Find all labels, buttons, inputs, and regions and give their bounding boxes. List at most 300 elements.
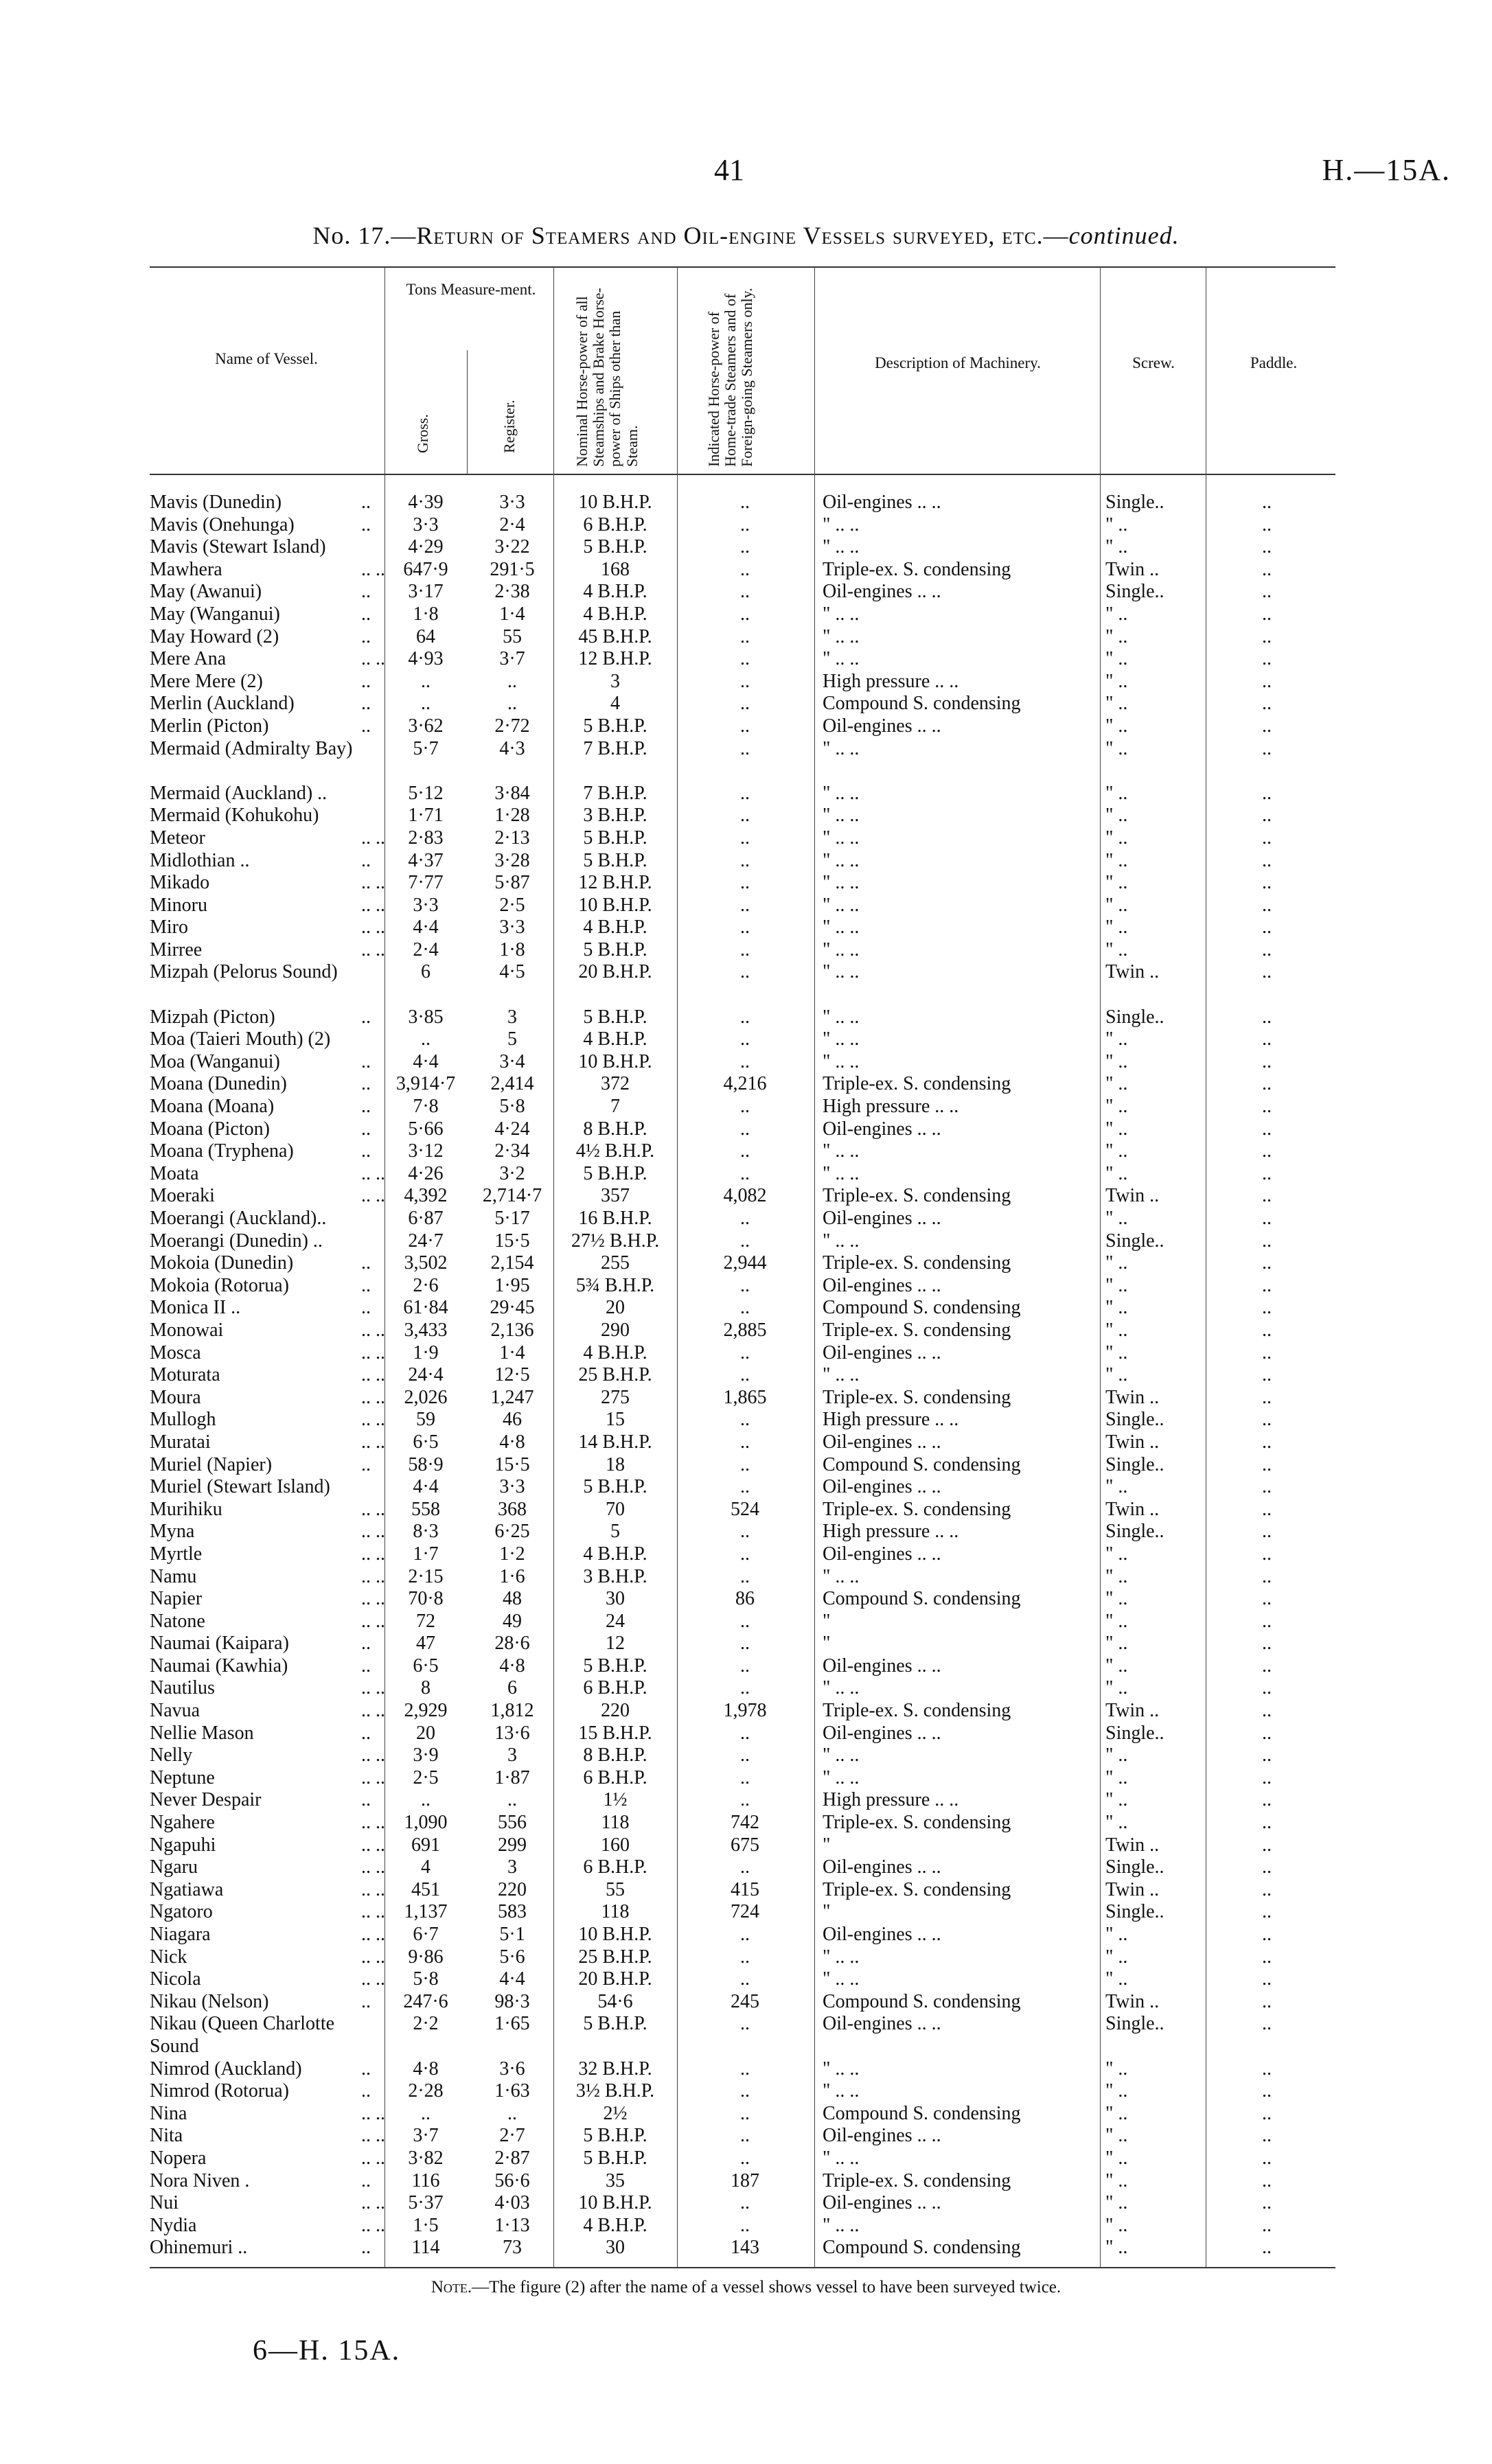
paddle-type — [1262, 1700, 1317, 1723]
paddle-type-text: .. — [1262, 872, 1272, 894]
screw-type — [1105, 1789, 1202, 1812]
paddle-type-text: .. — [1262, 1677, 1272, 1699]
gross-tons-text: 1,090 — [404, 1812, 448, 1834]
machinery-description — [823, 917, 1097, 939]
gross-tons-text: 8 — [421, 1677, 431, 1699]
paddle-type — [1262, 1163, 1317, 1186]
indicated-horse-power — [681, 1431, 809, 1454]
gross-tons-text: 9·86 — [408, 1946, 444, 1968]
vessel-name — [150, 1655, 383, 1678]
indicated-horse-power — [681, 1297, 809, 1320]
screw-type — [1105, 939, 1202, 962]
screw-type — [1105, 1946, 1202, 1969]
nominal-horse-power-text: 4 — [610, 693, 620, 715]
nominal-horse-power-text: 5 B.H.P. — [583, 2125, 647, 2147]
table-row — [0, 1185, 1492, 1208]
register-tons — [474, 1409, 551, 1431]
paddle-type — [1262, 1409, 1317, 1431]
vessel-name — [150, 2215, 383, 2237]
indicated-horse-power — [681, 939, 809, 962]
paddle-type-text: .. — [1262, 1565, 1272, 1587]
screw-type — [1105, 1611, 1202, 1633]
register-tons-text: 2,136 — [490, 1319, 534, 1341]
table-row — [0, 536, 1492, 559]
nominal-horse-power — [558, 1789, 673, 1812]
register-tons — [474, 1028, 551, 1051]
paddle-type-text: .. — [1262, 917, 1272, 939]
vessel-name-text: Mermaid (Kohukohu) — [150, 805, 319, 827]
nominal-horse-power-text: 4 B.H.P. — [583, 603, 647, 625]
nominal-horse-power — [558, 603, 673, 626]
table-row — [0, 917, 1492, 939]
machinery-description — [823, 1431, 1097, 1454]
machinery-description — [823, 1297, 1097, 1320]
nominal-horse-power-text: 5¾ B.H.P. — [575, 1274, 655, 1296]
title-suffix: continued. — [1068, 222, 1180, 249]
indicated-horse-power — [681, 1208, 809, 1230]
leader-dots: .. — [361, 1096, 371, 1118]
register-tons-text: 5·8 — [499, 1096, 525, 1118]
register-tons — [474, 1856, 551, 1879]
screw-type — [1105, 1856, 1202, 1879]
indicated-horse-power-text: .. — [740, 1476, 750, 1498]
nominal-horse-power-text: 5 B.H.P. — [583, 2147, 647, 2169]
paddle-type — [1262, 1856, 1317, 1879]
gross-tons — [389, 1856, 463, 1879]
screw-type-text: " .. — [1105, 1655, 1128, 1677]
vessel-name — [150, 1431, 383, 1454]
leader-dots: .. .. — [361, 1677, 385, 1699]
nominal-horse-power — [558, 783, 673, 805]
screw-type — [1105, 1185, 1202, 1208]
register-tons — [474, 1700, 551, 1723]
gross-tons — [389, 1073, 463, 1096]
nominal-horse-power-text: 7 B.H.P. — [583, 782, 647, 804]
nominal-horse-power — [558, 1566, 673, 1589]
indicated-horse-power — [681, 648, 809, 671]
paddle-type-text: .. — [1262, 1274, 1272, 1296]
vessel-name-text: Neptune — [150, 1766, 215, 1788]
paddle-type — [1262, 1633, 1317, 1655]
machinery-description — [823, 1342, 1097, 1365]
indicated-horse-power-text: .. — [740, 1297, 750, 1319]
machinery-description — [823, 1924, 1097, 1946]
nominal-horse-power — [558, 1521, 673, 1543]
screw-type-text: Single.. — [1105, 1521, 1164, 1543]
vessel-name — [150, 1566, 383, 1589]
indicated-horse-power-text: .. — [740, 1431, 750, 1453]
table-row — [0, 1387, 1492, 1409]
leader-dots: .. .. — [361, 1431, 385, 1453]
nominal-horse-power — [558, 1856, 673, 1879]
table-row — [0, 1767, 1492, 1790]
register-tons-text: 1,247 — [490, 1386, 534, 1408]
screw-type — [1105, 2237, 1202, 2259]
leader-dots: .. — [361, 1006, 371, 1028]
nominal-horse-power-text: 255 — [601, 1252, 630, 1274]
machinery-description-text: Oil-engines .. .. — [823, 492, 941, 513]
table-row — [0, 648, 1492, 671]
table-row — [0, 2215, 1492, 2237]
paddle-type-text: .. — [1262, 1140, 1272, 1162]
nominal-horse-power — [558, 2170, 673, 2193]
screw-type — [1105, 1320, 1202, 1342]
machinery-description-text: Compound S. condensing — [823, 2102, 1021, 2124]
machinery-description-text: " .. .. — [823, 805, 860, 827]
gross-tons — [389, 1006, 463, 1029]
table-row — [0, 1051, 1492, 1074]
indicated-horse-power-text: .. — [740, 1565, 750, 1587]
vessel-name-text: Ngahere — [150, 1812, 215, 1834]
gross-tons-text: 247·6 — [403, 1990, 448, 2012]
vessel-name-text: Nora Niven . — [150, 2169, 250, 2191]
machinery-description — [823, 2103, 1097, 2126]
indicated-horse-power-text: .. — [740, 2013, 750, 2035]
register-tons-text: 3 — [507, 1856, 517, 1878]
header-screw: Screw. — [1132, 354, 1175, 371]
leader-dots: .. — [361, 2080, 371, 2102]
table-row — [0, 2192, 1492, 2215]
vessel-name — [150, 1723, 383, 1745]
paddle-type-text: .. — [1262, 1610, 1272, 1632]
indicated-horse-power — [681, 1879, 809, 1902]
table-row — [0, 559, 1492, 582]
machinery-description — [823, 1096, 1097, 1118]
machinery-description-text: " .. .. — [823, 1946, 860, 1968]
vessel-name-text: Mokoia (Dunedin) — [150, 1252, 294, 1274]
machinery-description-text: Compound S. condensing — [823, 1453, 1021, 1475]
machinery-description-text: Oil-engines .. .. — [823, 2013, 941, 2035]
nominal-horse-power — [558, 1968, 673, 1991]
nominal-horse-power-text: 5 B.H.P. — [583, 1655, 647, 1677]
vessel-name-text: Mosca — [150, 1342, 201, 1363]
table-row — [0, 1454, 1492, 1477]
screw-type — [1105, 1677, 1202, 1700]
register-tons — [474, 1633, 551, 1655]
paddle-type — [1262, 603, 1317, 626]
machinery-description-text: " .. .. — [823, 961, 860, 983]
table-row — [0, 1655, 1492, 1678]
screw-type-text: " .. — [1105, 1274, 1128, 1296]
register-tons — [474, 872, 551, 895]
machinery-description-text: " .. .. — [823, 827, 860, 849]
nominal-horse-power-text: 10 B.H.P. — [578, 2192, 652, 2214]
screw-type — [1105, 1364, 1202, 1387]
machinery-description-text: " — [823, 1901, 831, 1923]
vessel-name-text: Nita — [150, 2125, 183, 2147]
nominal-horse-power — [558, 1051, 673, 1074]
machinery-description-text: " .. .. — [823, 2147, 860, 2169]
screw-type-text: " .. — [1105, 1050, 1128, 1072]
register-tons-text: 2·87 — [494, 2147, 530, 2169]
register-tons — [474, 1767, 551, 1790]
gross-tons — [389, 1924, 463, 1946]
screw-type-text: " .. — [1105, 894, 1128, 916]
indicated-horse-power — [681, 1745, 809, 1767]
screw-type-text: " .. — [1105, 917, 1128, 939]
nominal-horse-power — [558, 1655, 673, 1678]
screw-type — [1105, 626, 1202, 649]
indicated-horse-power-text: .. — [740, 2125, 750, 2147]
nominal-horse-power — [558, 1611, 673, 1633]
screw-type — [1105, 1140, 1202, 1163]
gross-tons — [389, 961, 463, 984]
gross-tons — [389, 626, 463, 649]
indicated-horse-power-text: .. — [740, 1028, 750, 1050]
screw-type — [1105, 2170, 1202, 2193]
screw-type-text: Twin .. — [1105, 558, 1160, 580]
vessel-name-text: Miro — [150, 917, 188, 939]
table-row — [0, 1140, 1492, 1163]
indicated-horse-power-text: 143 — [731, 2237, 759, 2259]
indicated-horse-power-text: .. — [740, 1230, 750, 1252]
indicated-horse-power — [681, 917, 809, 939]
table-row — [0, 1476, 1492, 1499]
register-tons — [474, 715, 551, 738]
vessel-name — [150, 1924, 383, 1946]
indicated-horse-power-text: .. — [740, 961, 750, 983]
nominal-horse-power-text: 290 — [601, 1319, 630, 1341]
machinery-description-text: Oil-engines .. .. — [823, 2125, 941, 2147]
leader-dots: .. .. — [361, 2214, 385, 2236]
nominal-horse-power — [558, 2080, 673, 2103]
gross-tons — [389, 1968, 463, 1991]
vessel-name — [150, 1163, 383, 1186]
gross-tons-text: 24·7 — [408, 1230, 444, 1252]
indicated-horse-power — [681, 1723, 809, 1745]
indicated-horse-power-text: 742 — [731, 1812, 759, 1834]
register-tons — [474, 1901, 551, 1924]
register-tons — [474, 1543, 551, 1566]
machinery-description-text: Triple-ex. S. condensing — [823, 1700, 1011, 1722]
screw-type-text: " .. — [1105, 1968, 1128, 1990]
leader-dots: .. — [361, 1655, 371, 1677]
gross-tons-text: 2·6 — [413, 1274, 439, 1296]
vessel-name — [150, 1028, 383, 1051]
screw-type — [1105, 1208, 1202, 1230]
table-row — [0, 2058, 1492, 2081]
nominal-horse-power-text: 70 — [606, 1498, 625, 1520]
nominal-horse-power-text: 118 — [601, 1812, 630, 1834]
indicated-horse-power — [681, 1073, 809, 1096]
register-tons-text: 13·6 — [494, 1722, 530, 1744]
leader-dots: .. .. — [361, 894, 385, 916]
vessel-name-text: Mere Ana — [150, 648, 227, 670]
leader-dots: .. .. — [361, 1386, 385, 1408]
screw-type-text: " .. — [1105, 1297, 1128, 1319]
nominal-horse-power-text: 5 B.H.P. — [583, 715, 647, 737]
nominal-horse-power — [558, 1320, 673, 1342]
table-row — [0, 872, 1492, 895]
indicated-horse-power — [681, 1901, 809, 1924]
machinery-description-text: Oil-engines .. .. — [823, 1856, 941, 1878]
indicated-horse-power — [681, 2237, 809, 2259]
nominal-horse-power — [558, 626, 673, 649]
register-tons — [474, 1879, 551, 1902]
indicated-horse-power — [681, 1700, 809, 1723]
indicated-horse-power — [681, 1230, 809, 1253]
paddle-type-text: .. — [1262, 2237, 1272, 2259]
register-tons — [474, 1208, 551, 1230]
screw-type-text: Single.. — [1105, 1722, 1164, 1744]
table-row — [0, 1163, 1492, 1186]
nominal-horse-power — [558, 827, 673, 850]
table-row — [0, 1991, 1492, 2014]
paddle-type — [1262, 2103, 1317, 2126]
machinery-description — [823, 648, 1097, 671]
indicated-horse-power-text: .. — [740, 805, 750, 827]
indicated-horse-power-text: .. — [740, 1453, 750, 1475]
leader-dots: .. .. — [361, 558, 385, 580]
vessel-name — [150, 1275, 383, 1298]
indicated-horse-power-text: .. — [740, 558, 750, 580]
register-tons-text: 2·34 — [494, 1140, 530, 1162]
table-row — [0, 1611, 1492, 1633]
vessel-name — [150, 1946, 383, 1969]
vessel-name — [150, 1454, 383, 1477]
register-tons — [474, 1006, 551, 1029]
leader-dots: .. .. — [361, 1185, 385, 1207]
screw-type — [1105, 1767, 1202, 1790]
nominal-horse-power — [558, 1700, 673, 1723]
paddle-type — [1262, 738, 1317, 761]
gross-tons-text: 558 — [411, 1498, 440, 1520]
gross-tons — [389, 1163, 463, 1186]
nominal-horse-power-text: 6 B.H.P. — [583, 1677, 647, 1699]
paddle-type — [1262, 2237, 1317, 2259]
screw-type-text: " .. — [1105, 648, 1128, 670]
screw-type-text: Twin .. — [1105, 1878, 1160, 1900]
machinery-description — [823, 1812, 1097, 1834]
nominal-horse-power — [558, 715, 673, 738]
indicated-horse-power — [681, 1096, 809, 1118]
screw-type-text: " .. — [1105, 1096, 1128, 1118]
screw-type-text: " .. — [1105, 872, 1128, 894]
machinery-description-text: " .. .. — [823, 2214, 860, 2236]
machinery-description-text: Triple-ex. S. condensing — [823, 1812, 1011, 1834]
machinery-description — [823, 872, 1097, 895]
register-tons — [474, 1163, 551, 1186]
indicated-horse-power — [681, 1185, 809, 1208]
screw-type — [1105, 1476, 1202, 1499]
leader-dots: .. — [361, 1073, 371, 1095]
paddle-type-text: .. — [1262, 558, 1272, 580]
leader-dots: .. — [361, 1274, 371, 1296]
indicated-horse-power-text: .. — [740, 1162, 750, 1184]
gross-tons — [389, 827, 463, 850]
vessel-name-text: Muriel (Stewart Island) — [150, 1476, 330, 1498]
leader-dots: .. .. — [361, 1812, 385, 1834]
register-tons — [474, 1476, 551, 1499]
indicated-horse-power — [681, 961, 809, 984]
paddle-type-text: .. — [1262, 737, 1272, 759]
machinery-description — [823, 2237, 1097, 2259]
table-row — [0, 2080, 1492, 2103]
vessel-name-text: Merlin (Auckland) — [150, 693, 295, 715]
nominal-horse-power — [558, 2125, 673, 2148]
nominal-horse-power — [558, 1745, 673, 1767]
screw-type — [1105, 1409, 1202, 1431]
table-row — [0, 961, 1492, 1006]
paddle-type — [1262, 1723, 1317, 1745]
gross-tons-text: 4·8 — [413, 2058, 439, 2080]
gross-tons-text: 72 — [416, 1610, 435, 1632]
indicated-horse-power-text: .. — [740, 693, 750, 715]
paddle-type — [1262, 626, 1317, 649]
table-row — [0, 715, 1492, 738]
machinery-description — [823, 671, 1097, 693]
register-tons-text: 5·1 — [499, 1924, 525, 1945]
indicated-horse-power-text: .. — [740, 894, 750, 916]
screw-type — [1105, 1879, 1202, 1902]
gross-tons-text: 20 — [416, 1722, 435, 1744]
screw-type-text: " .. — [1105, 1924, 1128, 1945]
paddle-type-text: .. — [1262, 603, 1272, 625]
machinery-description-text: Compound S. condensing — [823, 2237, 1021, 2259]
paddle-type-text: .. — [1262, 1431, 1272, 1453]
nominal-horse-power-text: 20 B.H.P. — [578, 961, 652, 983]
indicated-horse-power — [681, 1387, 809, 1409]
indicated-horse-power — [681, 827, 809, 850]
indicated-horse-power — [681, 1856, 809, 1879]
vessel-name-text: Nimrod (Auckland) — [150, 2058, 302, 2080]
register-tons-text: 4·5 — [499, 961, 525, 983]
indicated-horse-power-text: .. — [740, 536, 750, 558]
footer-reference: 6—H. 15A. — [253, 2335, 401, 2367]
screw-type-text: " .. — [1105, 2192, 1128, 2214]
gross-tons-text: 4·39 — [408, 492, 444, 513]
gross-tons-text: 4·4 — [413, 1050, 439, 1072]
nominal-horse-power-text: 12 B.H.P. — [578, 648, 652, 670]
nominal-horse-power-text: 15 — [606, 1409, 625, 1431]
vessel-name — [150, 1745, 383, 1767]
gross-tons-text: 1,137 — [404, 1901, 448, 1923]
machinery-description — [823, 1476, 1097, 1499]
machinery-description — [823, 1946, 1097, 1969]
machinery-description-text: " .. .. — [823, 2080, 860, 2102]
screw-type-text: Twin .. — [1105, 1498, 1160, 1520]
indicated-horse-power-text: .. — [740, 2214, 750, 2236]
vessel-name — [150, 1812, 383, 1834]
indicated-horse-power — [681, 1588, 809, 1611]
indicated-horse-power — [681, 805, 809, 827]
gross-tons — [389, 2170, 463, 2193]
register-tons-text: .. — [507, 2102, 517, 2124]
leader-dots: .. .. — [361, 872, 385, 894]
register-tons-text: 4·24 — [494, 1118, 530, 1140]
paddle-type-text: .. — [1262, 536, 1272, 558]
register-tons — [474, 2215, 551, 2237]
leader-dots: .. .. — [361, 1745, 385, 1766]
screw-type — [1105, 1991, 1202, 2014]
register-tons — [474, 671, 551, 693]
indicated-horse-power-text: .. — [740, 603, 750, 625]
vessel-name-text: Monica II .. — [150, 1297, 241, 1319]
gross-tons-text: 3·12 — [408, 1140, 444, 1162]
table-row — [0, 1834, 1492, 1857]
vessel-name — [150, 2192, 383, 2215]
machinery-description — [823, 1409, 1097, 1431]
screw-type-text: " .. — [1105, 2102, 1128, 2124]
vessel-name — [150, 1543, 383, 1566]
vessel-name-text: Nopera — [150, 2147, 207, 2169]
leader-dots: .. — [361, 1252, 371, 1274]
indicated-horse-power — [681, 1789, 809, 1812]
screw-type-text: Single.. — [1105, 1006, 1164, 1028]
vessel-name — [150, 1789, 383, 1812]
machinery-description-text: " .. .. — [823, 737, 860, 759]
paddle-type-text: .. — [1262, 1162, 1272, 1184]
